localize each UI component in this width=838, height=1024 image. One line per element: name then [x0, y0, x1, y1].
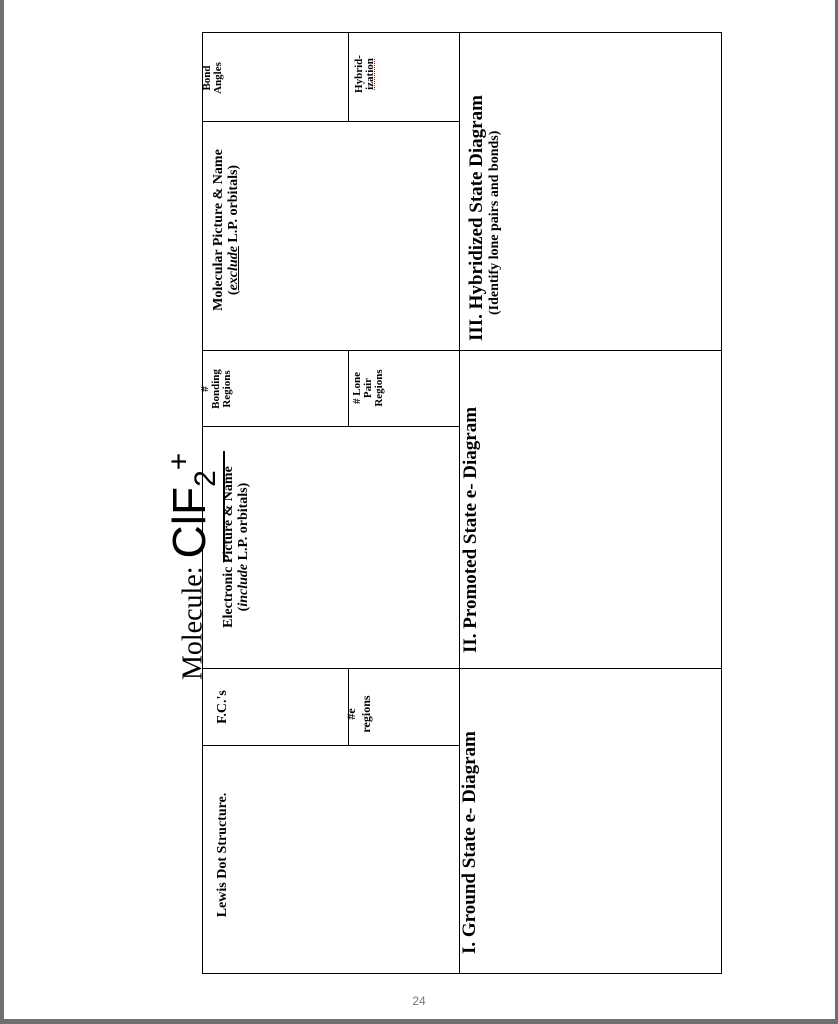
hybridized-title: III. Hybridized State Diagram — [466, 95, 487, 341]
electronic-picture-label — [221, 427, 255, 667]
lewis-dot-structure-label: Lewis Dot Structure. — [215, 792, 230, 918]
hybrid-line-1: Hybrid- — [353, 55, 365, 93]
bonding-line-2: Bonding — [210, 369, 222, 409]
hybridization-label — [354, 51, 378, 97]
hybridized-subtitle: (Identify lone pairs and bonds) — [487, 130, 502, 315]
hybridized-state-diagram-label — [467, 41, 505, 341]
e-regions-line-1: #e — [344, 708, 358, 720]
molecule-label: Molecule: — [177, 566, 209, 680]
grid-line-f — [202, 668, 459, 669]
e-regions-label — [344, 679, 376, 749]
ground-state-diagram-label: I. Ground State e- Diagram — [459, 731, 480, 954]
e-regions-line-2: regions — [359, 695, 373, 733]
molecular-picture-title: Molecular Picture & Name — [211, 149, 226, 311]
bond-angles-label — [202, 56, 226, 100]
bond-line-1: Bond — [201, 65, 213, 91]
lone-line-2: Pair — [362, 377, 374, 399]
electronic-note-rest: L.P. orbitals) — [236, 482, 251, 564]
formal-charges-label: F.C.'s — [215, 690, 230, 724]
electronic-note-italic: include — [236, 563, 251, 607]
grid-line-a — [459, 350, 721, 351]
molecular-note-rest: L.P. orbitals) — [226, 164, 241, 247]
grid-line-d — [202, 350, 459, 351]
electronic-note-open: ( — [236, 606, 251, 612]
lone-pair-regions-label — [352, 358, 386, 418]
molecular-note-open: ( — [226, 290, 241, 296]
molecular-picture-label — [211, 110, 245, 350]
bond-line-2: Angles — [212, 62, 224, 94]
formula-superscript: + — [162, 452, 196, 471]
grid-line-g — [202, 745, 459, 746]
page-number: 24 — [412, 994, 426, 1008]
electronic-picture-title: Electronic Picture & Name — [221, 466, 236, 628]
formula-subscript: 2 — [189, 470, 223, 487]
lone-line-1: # Lone — [351, 371, 363, 405]
grid-line-b — [459, 668, 721, 669]
bonding-line-3: Regions — [221, 370, 233, 408]
bonding-line-1: # — [199, 386, 211, 392]
bonding-regions-label — [200, 360, 234, 418]
grid-line-i — [348, 350, 349, 426]
promoted-state-diagram-label: II. Promoted State e- Diagram — [460, 406, 481, 653]
hybrid-line-2: ization — [364, 58, 376, 90]
molecular-picture-note — [226, 110, 241, 350]
electronic-picture-note — [236, 427, 251, 667]
molecular-note-italic: exclude — [226, 246, 241, 291]
page-left-edge — [0, 0, 4, 1024]
formula-main: ClF — [163, 486, 215, 559]
grid-line-h — [348, 32, 349, 121]
page-bottom-edge — [0, 1019, 838, 1024]
lone-line-3: Regions — [373, 369, 385, 407]
